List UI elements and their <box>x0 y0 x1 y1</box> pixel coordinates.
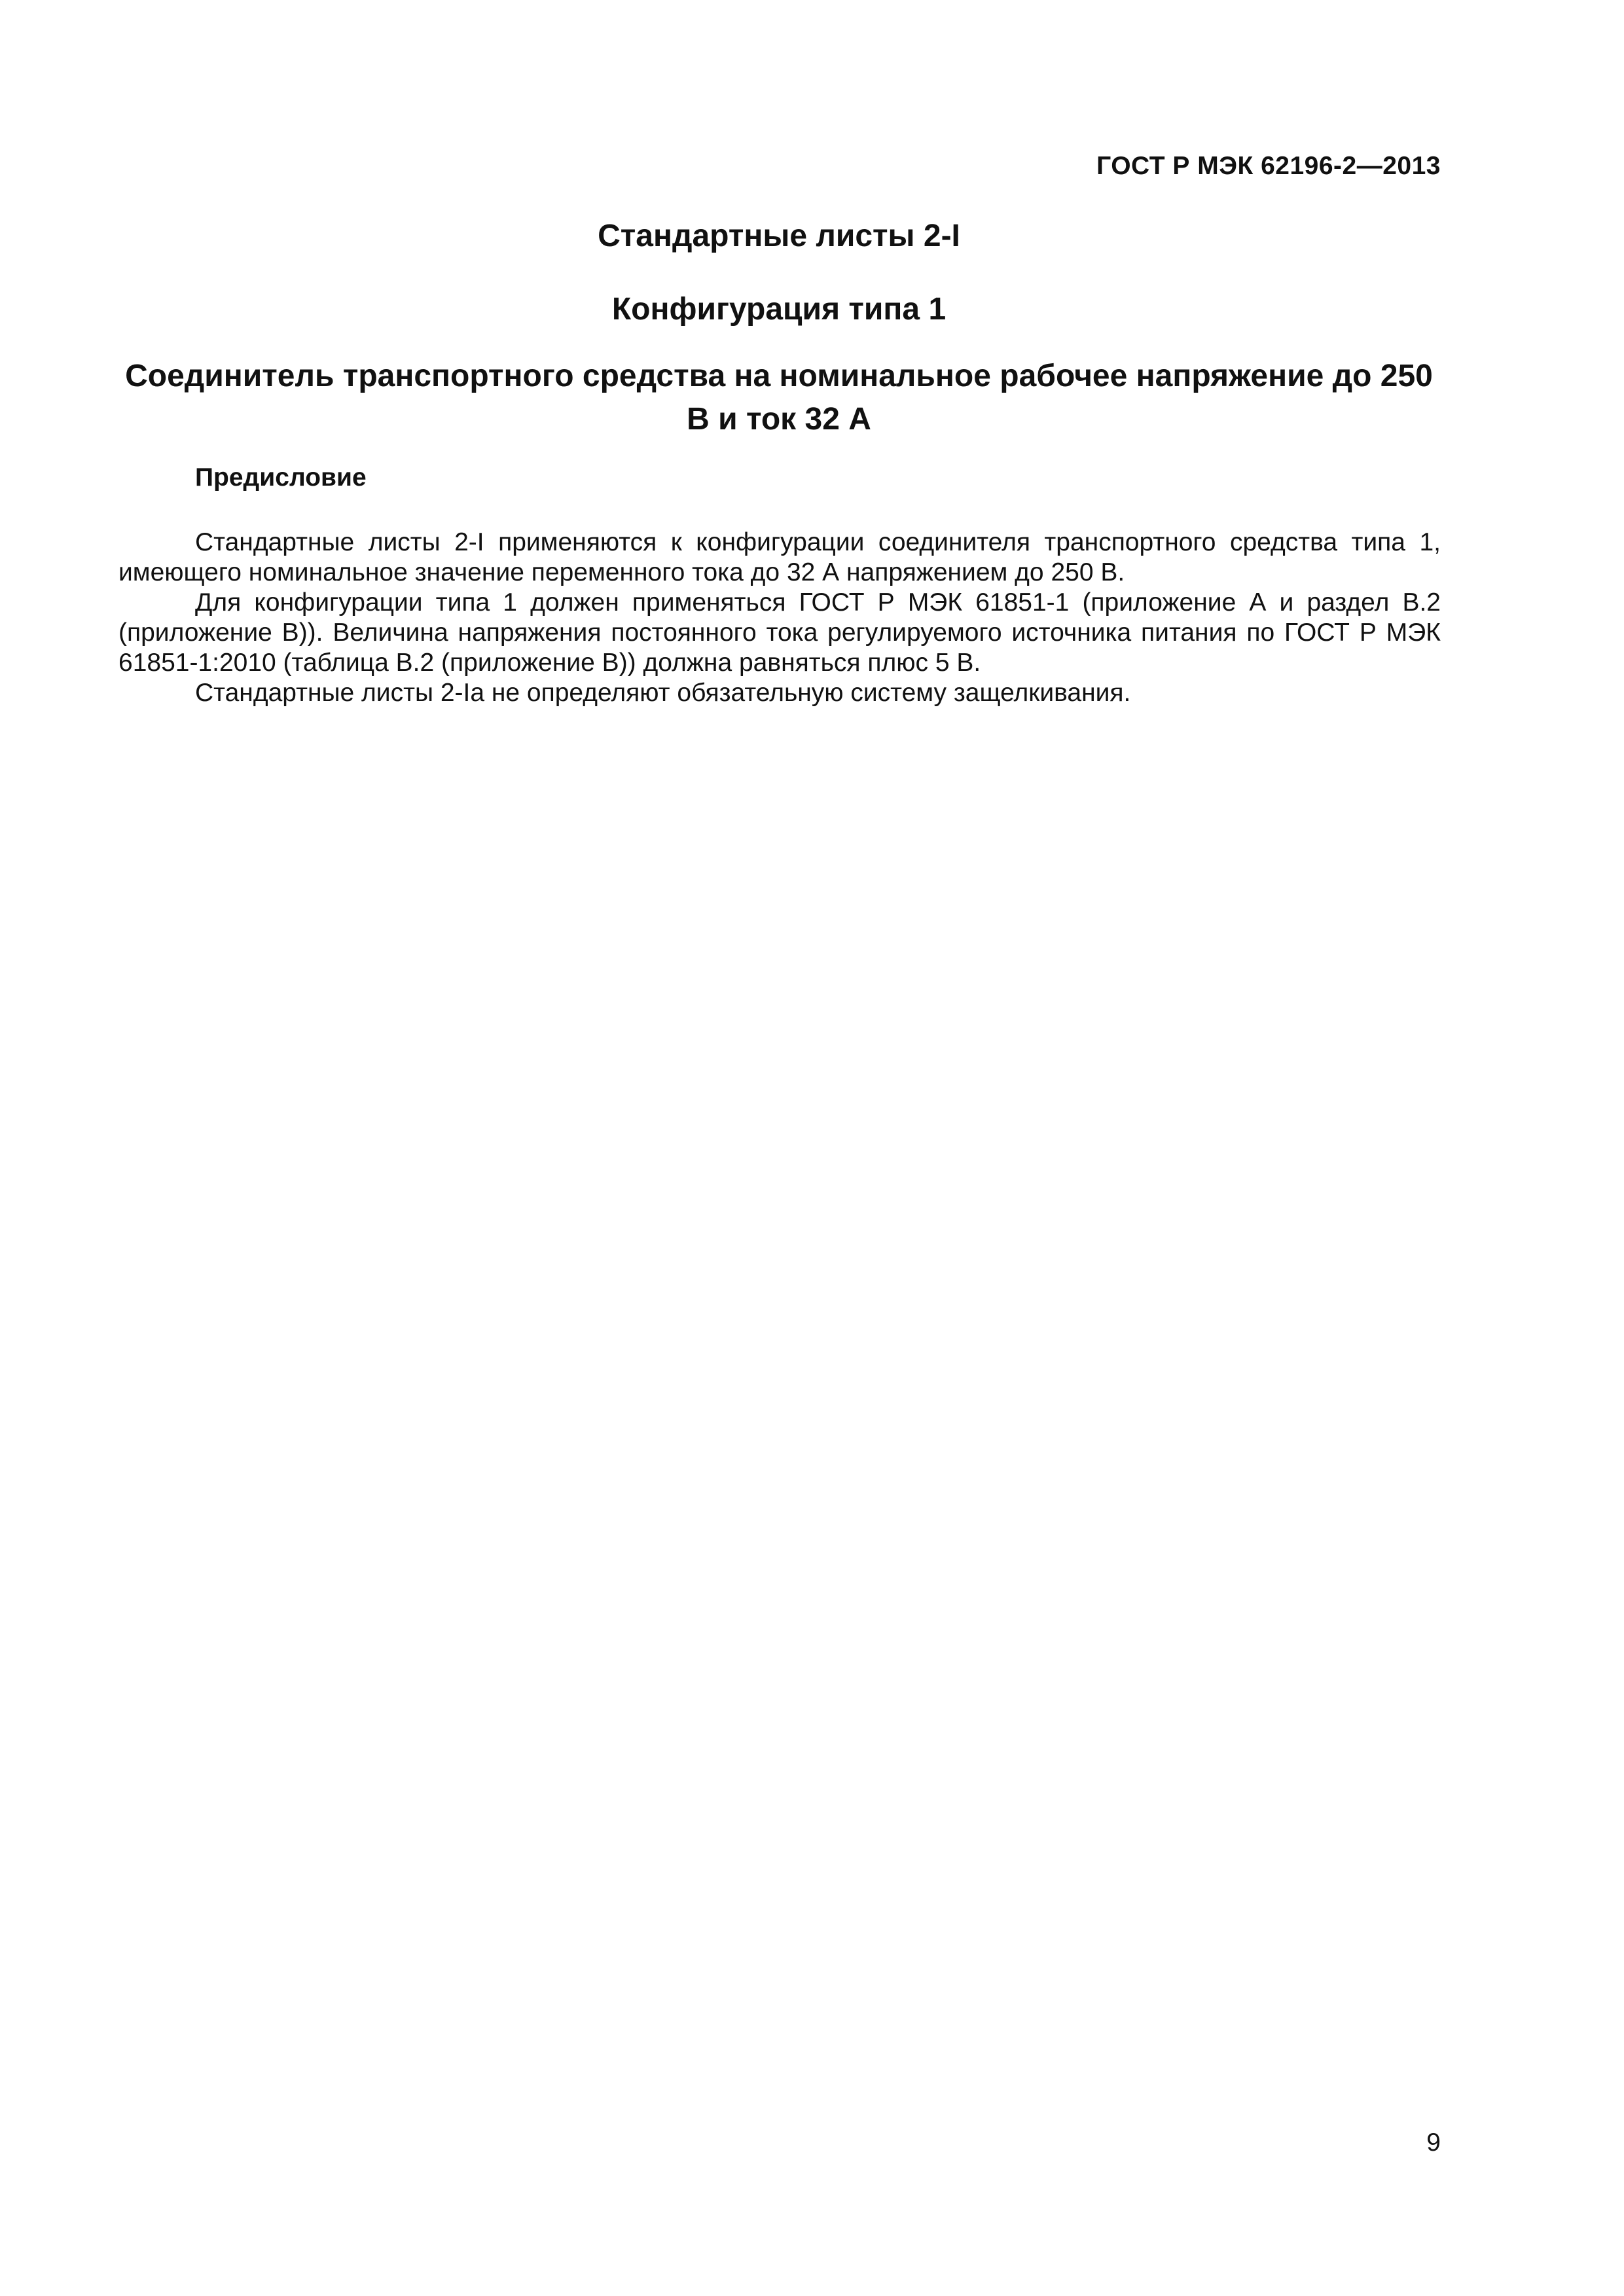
paragraph: Для конфигурации типа 1 должен применяться ГОСТ Р МЭК 61851-1 (приложение А и раздел В.2 (приложение В)). Величина напряжения постоянного тока регулируемого источника питания по ГОСТ Р МЭК 61851-1:2010 (таблица В.2 (приложение В)) должна равняться плюс 5 В. <box>118 588 1441 677</box>
section-heading-foreword: Предисловие <box>195 463 367 492</box>
paragraph: Стандартные листы 2-Ia не определяют обязательную систему защелкивания. <box>195 679 1131 707</box>
title-vehicle-connector: Соединитель транспортного средства на номинальное рабочее напряжение до 250 В и ток 32 А <box>125 359 1433 437</box>
paragraph: Стандартные листы 2-I применяются к конфигурации соединителя транспортного средства типа 1, имеющего номинальное значение переменного тока до 32 А напряжением до 250 В. <box>118 528 1441 586</box>
title-standard-sheets: Стандартные листы 2-I <box>598 219 960 253</box>
document-code-header: ГОСТ Р МЭК 62196-2—2013 <box>1096 152 1441 180</box>
title-configuration-type: Конфигурация типа 1 <box>611 292 947 327</box>
foreword-body <box>118 528 1441 708</box>
page-number: 9 <box>1426 2128 1441 2157</box>
